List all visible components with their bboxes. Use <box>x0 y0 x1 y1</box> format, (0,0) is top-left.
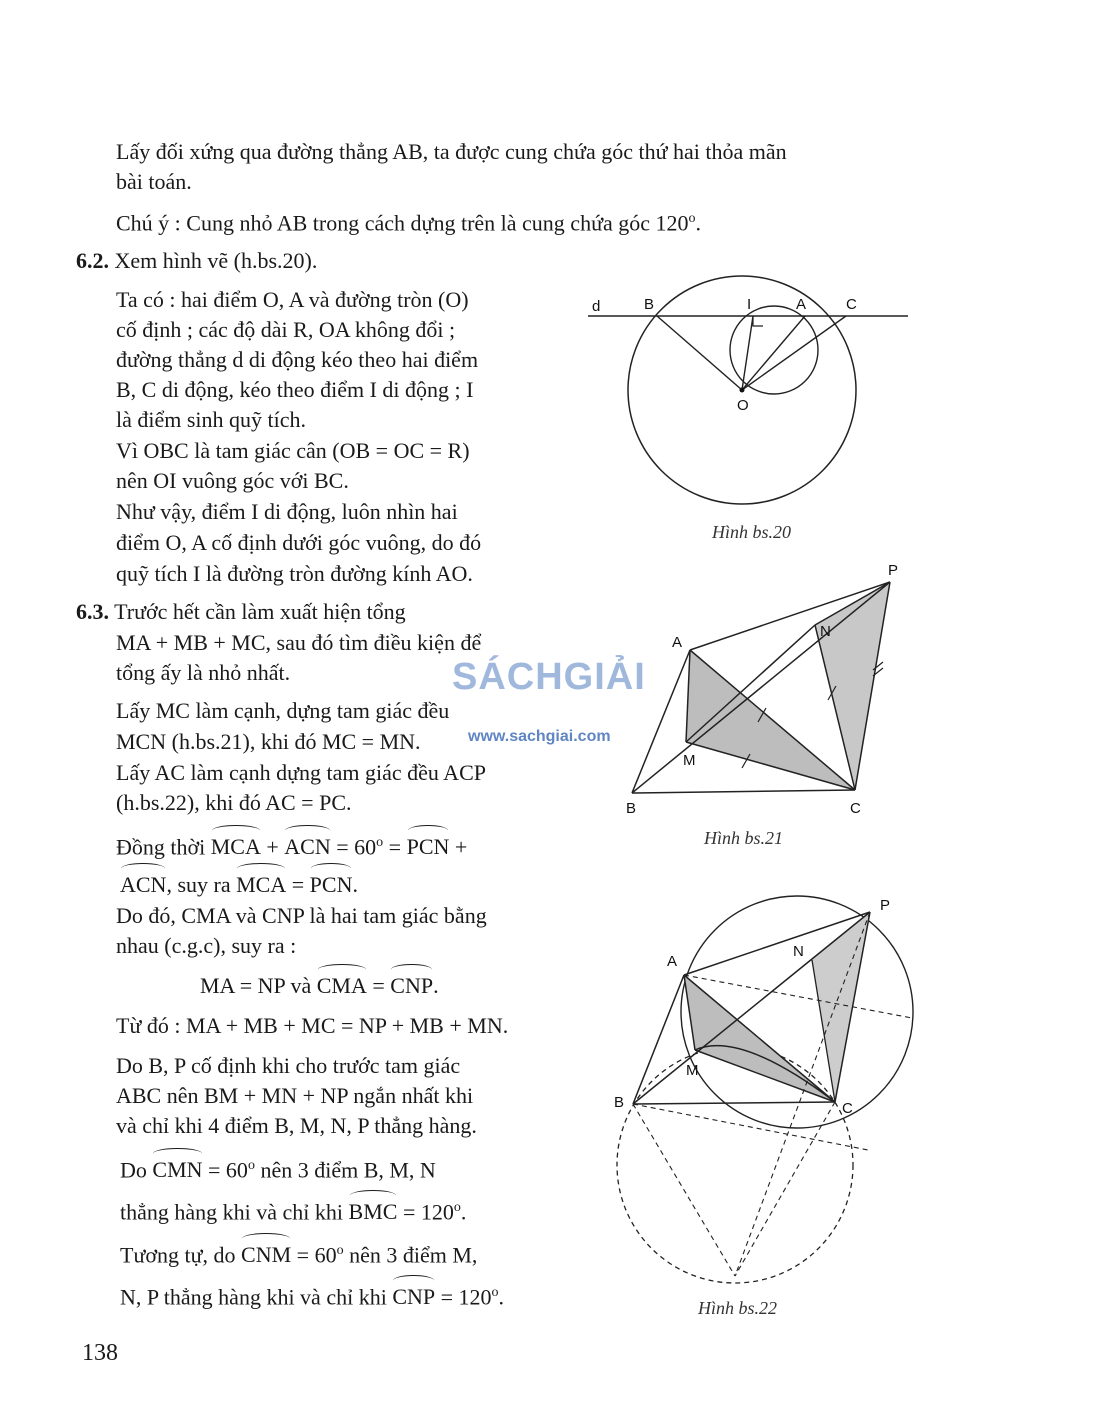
watermark-logo: SÁCHGIẢI <box>452 656 646 698</box>
equation-line-5: Do CMN = $60^o$ nên 3 điểm B, M, N <box>120 1151 436 1185</box>
equation-line-3: MA = NP và CMA = CNP. <box>200 971 439 1001</box>
p63-line: MCN (h.bs.21), khi đó MC = MN. <box>116 729 421 754</box>
p63-line: MA + MB + MC, sau đó tìm điều kiện để <box>116 630 482 655</box>
label-P: P <box>888 562 899 579</box>
equation-line-6: thẳng hàng khi và chỉ khi BMC = $120^o$. <box>120 1193 466 1227</box>
section-6-3-first-line: 6.3. Trước hết cần làm xuất hiện tổng <box>76 599 406 624</box>
p62-line: Ta có : hai điểm O, A và đường tròn (O) <box>116 287 469 312</box>
p63-line: Lấy AC làm cạnh dựng tam giác đều ACP <box>116 760 486 785</box>
p63b-line: Do đó, CMA và CNP là hai tam giác bằng <box>116 903 487 928</box>
watermark-url[interactable]: www.sachgiai.com <box>468 728 611 745</box>
label-d: d <box>592 298 601 315</box>
figure-bs20 <box>580 268 920 518</box>
label-B: B <box>644 296 655 313</box>
label-B: B <box>614 1094 625 1111</box>
equation-line-7: Tương tự, do CNM = $60^o$ nên 3 điểm M, <box>120 1236 477 1270</box>
label-C: C <box>850 800 861 817</box>
caption-bs22: Hình bs.22 <box>698 1298 778 1318</box>
label-A: A <box>667 953 678 970</box>
p63-line: Lấy MC làm cạnh, dựng tam giác đều <box>116 698 450 723</box>
p62-line: điểm O, A cố định dưới góc vuông, do đó <box>116 530 482 555</box>
label-I: I <box>747 296 752 313</box>
section-6-2-heading: 6.2. Xem hình vẽ (h.bs.20). <box>76 248 318 273</box>
figure-bs21 <box>620 560 910 820</box>
p63d-line: Do B, P cố định khi cho trước tam giác <box>116 1053 461 1078</box>
label-N: N <box>793 943 804 960</box>
p62-line: B, C di động, kéo theo điểm I di động ; I <box>116 377 474 402</box>
label-M: M <box>683 752 696 769</box>
caption-bs20: Hình bs.20 <box>712 522 792 542</box>
equation-line-8: N, P thẳng hàng khi và chỉ khi CNP = $120^o$. <box>120 1278 504 1312</box>
p63d-line: và chỉ khi 4 điểm B, M, N, P thẳng hàng. <box>116 1113 477 1138</box>
equation-line-4: Từ đó : MA + MB + MC = NP + MB + MN. <box>116 1013 509 1038</box>
intro-line-1: Lấy đối xứng qua đường thẳng AB, ta được cung chứa góc thứ hai thỏa mãn <box>116 139 787 164</box>
label-A: A <box>796 296 807 313</box>
p63-line: (h.bs.22), khi đó AC = PC. <box>116 790 352 815</box>
label-B: B <box>626 800 637 817</box>
equation-line-1: Đồng thời MCA + ACN = $60^o$ = PCN + <box>116 828 467 862</box>
p63d-line: ABC nên BM + MN + NP ngắn nhất khi <box>116 1083 474 1108</box>
p62-line: Như vậy, điểm I di động, luôn nhìn hai <box>116 499 458 524</box>
label-O: O <box>737 397 749 414</box>
p63b-line: nhau (c.g.c), suy ra : <box>116 933 297 958</box>
label-N: N <box>820 623 831 640</box>
p62-line: là điểm sinh quỹ tích. <box>116 407 307 432</box>
p62-line: quỹ tích I là đường tròn đường kính AO. <box>116 561 473 586</box>
label-A: A <box>672 634 683 651</box>
caption-bs21: Hình bs.21 <box>704 828 784 848</box>
label-C: C <box>842 1100 853 1117</box>
p62-line: Vì OBC là tam giác cân (OB = OC = R) <box>116 438 470 463</box>
label-M: M <box>686 1062 699 1079</box>
label-C: C <box>846 296 857 313</box>
equation-line-2: ACN, suy ra MCA = PCN. <box>120 870 358 900</box>
section-number: 6.3. <box>76 599 109 624</box>
p62-line: đường thẳng d di động kéo theo hai điểm <box>116 347 479 372</box>
note-line: Chú ý : Cung nhỏ AB trong cách dựng trên là cung chứa góc 120$^o$. <box>116 210 702 236</box>
p62-line: nên OI vuông góc với BC. <box>116 468 349 493</box>
p63-line: tổng ấy là nhỏ nhất. <box>116 660 291 685</box>
intro-line-2: bài toán. <box>116 169 192 194</box>
page-number: 138 <box>82 1340 118 1366</box>
section-number: 6.2. <box>76 248 109 273</box>
label-P: P <box>880 897 891 914</box>
figure-bs22 <box>605 885 925 1285</box>
p62-line: cố định ; các độ dài R, OA không đổi ; <box>116 317 456 342</box>
